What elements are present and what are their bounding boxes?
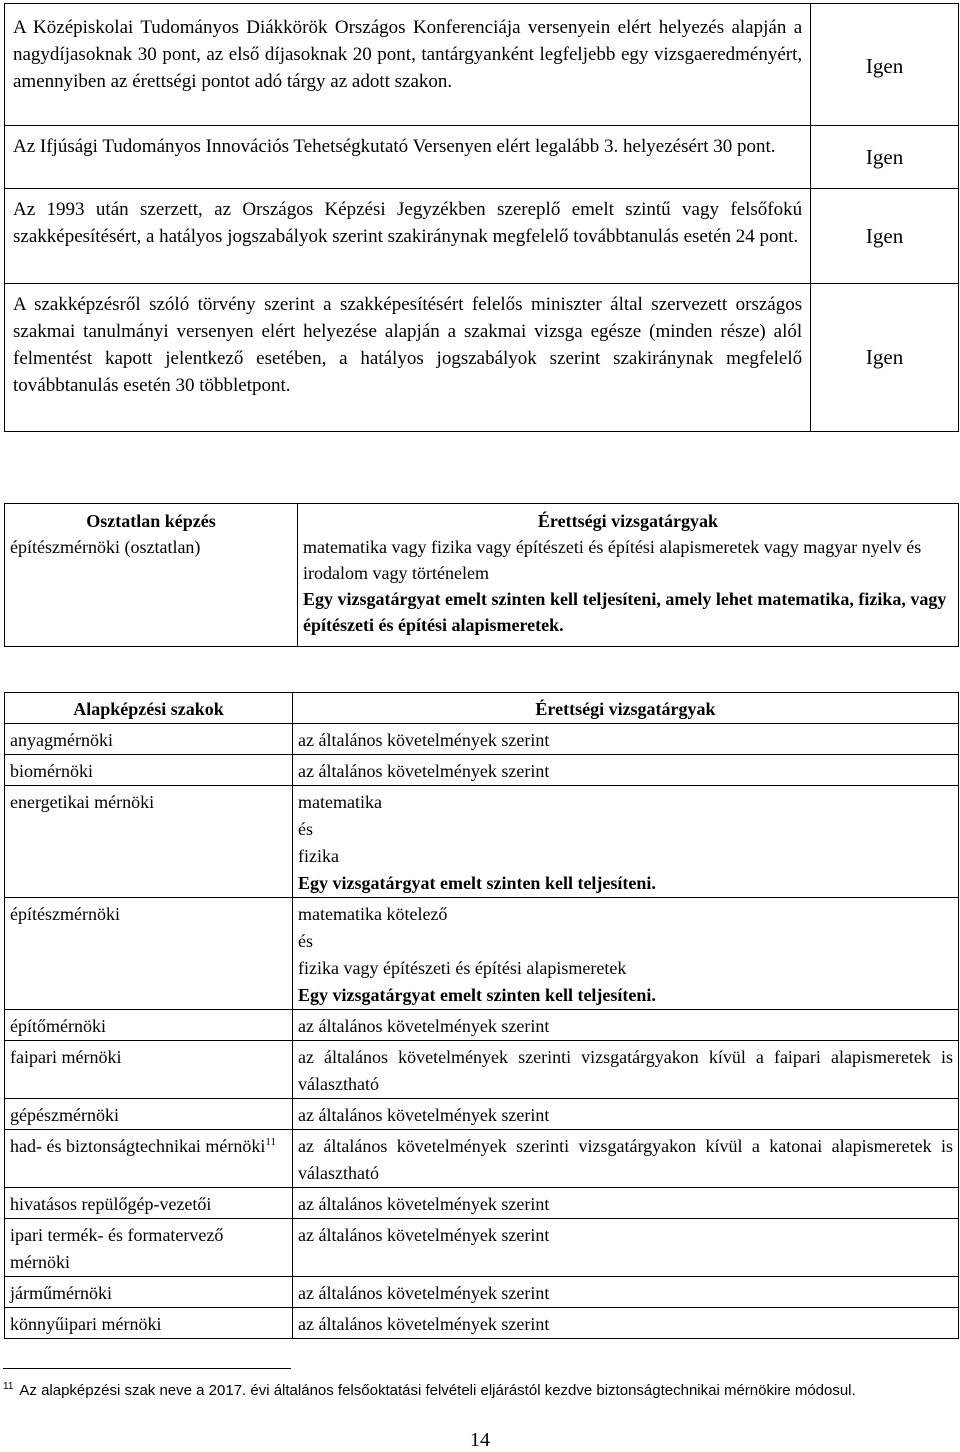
subject-line: fizika [298, 846, 339, 866]
answer-cell: Igen [811, 4, 959, 126]
table-row [5, 1308, 959, 1339]
table-row [5, 189, 959, 284]
table-row [5, 4, 959, 126]
subjects-text: az általános követelmények szerint [293, 1010, 959, 1041]
program-name: had- és biztonságtechnikai mérnöki [10, 1136, 266, 1156]
table-row [5, 755, 959, 786]
column-header: Érettségi vizsgatárgyak [535, 699, 716, 719]
table-cell [5, 1130, 293, 1188]
column-header: Érettségi vizsgatárgyak [537, 511, 719, 531]
undivided-training-table [4, 503, 959, 647]
subjects-text: az általános követelmények szerint [293, 1308, 959, 1339]
table-row [5, 1130, 959, 1188]
table-cell [5, 504, 298, 647]
table-cell [5, 693, 293, 724]
column-header: Osztatlan képzés [86, 511, 216, 531]
program-name: hivatásos repülőgép-vezetői [5, 1188, 293, 1219]
program-name: ipari termék- és formatervező mérnöki [5, 1219, 293, 1277]
subjects-text: az általános követelmények szerint [293, 1099, 959, 1130]
program-name: járműmérnöki [5, 1277, 293, 1308]
table-row [5, 1099, 959, 1130]
subject-line: fizika vagy építészeti és építési alapismeretek [298, 958, 627, 978]
program-name: építészmérnöki [5, 898, 293, 1010]
column-header: Alapképzési szakok [73, 699, 224, 719]
subjects-text: az általános követelmények szerinti vizsgatárgyakon kívül a faipari alapismeretek is választható [293, 1041, 959, 1099]
table-cell [298, 504, 959, 647]
table-row [5, 1010, 959, 1041]
table-cell [293, 693, 959, 724]
criterion-text: A szakképzésről szóló törvény szerint a szakképesítésért felelős miniszter által szervezett országos szakmai tanulmányi versenyen elért helyezése alapján a szakmai vizsga egésze (minden része) alól felmentést kapott jelentkező esetében, a hatályos jogszabályok szerint szakiránynak megfelelő továbbtanulás esetén 30 többletpont. [5, 284, 811, 432]
table-row [5, 786, 959, 898]
subjects-text: az általános követelmények szerinti vizsgatárgyakon kívül a katonai alapismeretek is választható [293, 1130, 959, 1188]
program-name: építészmérnöki (osztatlan) [10, 537, 201, 557]
table-cell [293, 786, 959, 898]
program-name: faipari mérnöki [5, 1041, 293, 1099]
table-row [5, 724, 959, 755]
subjects-text: az általános követelmények szerint [293, 1277, 959, 1308]
subjects-text: az általános követelmények szerint [293, 1188, 959, 1219]
program-name: gépészmérnöki [5, 1099, 293, 1130]
requirement-note: Egy vizsgatárgyat emelt szinten kell teljesíteni. [298, 873, 656, 893]
bachelor-programs-table [4, 692, 959, 1339]
table-row [5, 126, 959, 189]
table-row [5, 898, 959, 1010]
subjects-text: matematika vagy fizika vagy építészeti és építési alapismeretek vagy magyar nyelv és irodalom vagy történelem [303, 537, 922, 583]
answer-cell: Igen [811, 284, 959, 432]
table-row [5, 1277, 959, 1308]
footnote-separator [3, 1368, 291, 1369]
page-number: 14 [470, 1429, 490, 1451]
table-header-row [5, 693, 959, 724]
footnote-text: Az alapképzési szak neve a 2017. évi általános felsőoktatási felvételi eljárástól kezdve biztonságtechnikai mérnökire módosul. [19, 1382, 856, 1399]
footnote-number: 11 [3, 1381, 14, 1392]
footnote [3, 1378, 953, 1403]
subjects-text: az általános követelmények szerint [293, 724, 959, 755]
subject-line: matematika kötelező [298, 904, 448, 924]
requirement-note: Egy vizsgatárgyat emelt szinten kell teljesíteni. [298, 985, 656, 1005]
table-row [5, 1219, 959, 1277]
criterion-text: Az 1993 után szerzett, az Országos Képzési Jegyzékben szereplő emelt szintű vagy felsőfokú szakképesítésért, a hatályos jogszabályok szerint szakiránynak megfelelő továbbtanulás esetén 24 pont. [5, 189, 811, 284]
table-row [5, 1188, 959, 1219]
footnote-ref: 11 [265, 1136, 277, 1148]
table-row [5, 284, 959, 432]
table-cell [293, 898, 959, 1010]
subject-line: és [298, 819, 313, 839]
table-row [5, 504, 959, 647]
program-name: energetikai mérnöki [5, 786, 293, 898]
program-name: építőmérnöki [5, 1010, 293, 1041]
subject-line: matematika [298, 792, 382, 812]
table-row [5, 1041, 959, 1099]
program-name: könnyűipari mérnöki [5, 1308, 293, 1339]
program-name: biomérnöki [5, 755, 293, 786]
answer-cell: Igen [811, 189, 959, 284]
program-name: anyagmérnöki [5, 724, 293, 755]
requirement-note: Egy vizsgatárgyat emelt szinten kell teljesíteni, amely lehet matematika, fizika, vagy építészeti és építési alapismeretek. [303, 589, 947, 635]
subject-line: és [298, 931, 313, 951]
criterion-text: Az Ifjúsági Tudományos Innovációs Tehetségkutató Versenyen elért legalább 3. helyezésért 30 pont. [5, 126, 811, 189]
subjects-text: az általános követelmények szerint [293, 755, 959, 786]
criterion-text: A Középiskolai Tudományos Diákkörök Országos Konferenciája versenyein elért helyezés alapján a nagydíjasoknak 30 pont, az első díjasoknak 20 pont, tantárgyanként legfeljebb egy vizsgaeredményért, amennyiben az érettségi pontot adó tárgy az adott szakon. [5, 4, 811, 126]
answer-cell: Igen [811, 126, 959, 189]
bonus-points-table [4, 3, 959, 432]
subjects-text: az általános követelmények szerint [293, 1219, 959, 1277]
